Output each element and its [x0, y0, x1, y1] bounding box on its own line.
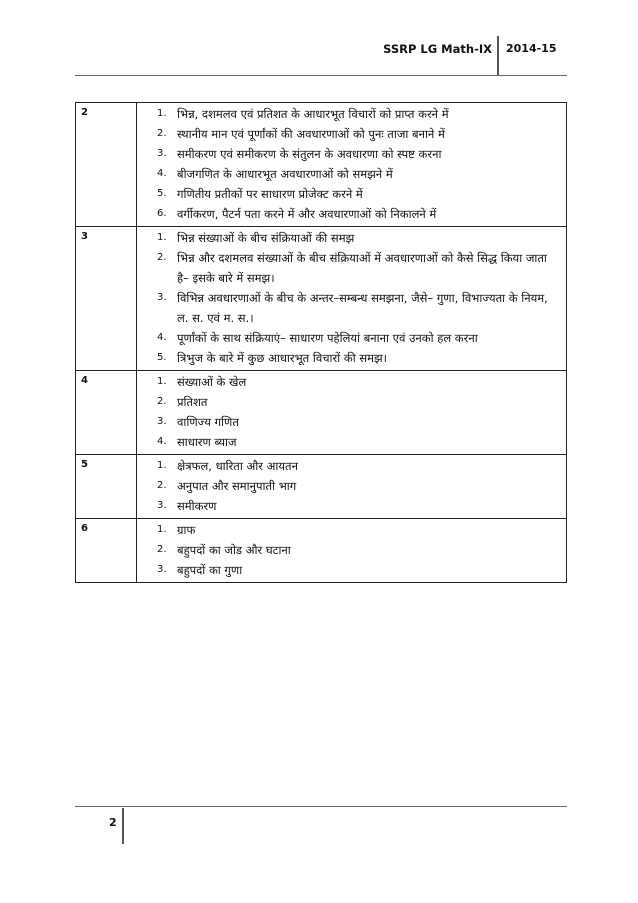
list-item — [157, 372, 560, 392]
list-item-text: पूर्णांकों के साथ संक्रियाएं– साधारण पहेलियां बनाना एवं उनको हल करना — [177, 331, 478, 345]
list-item-number: 2. — [157, 544, 167, 555]
list-item-number: 4. — [157, 332, 167, 343]
list-item-number: 4. — [157, 168, 167, 179]
list-item — [157, 456, 560, 476]
list-item-text: गणितीय प्रतीकों पर साधारण प्रोजेक्ट करने में — [177, 187, 363, 201]
list-item-number: 1. — [157, 108, 167, 119]
list-item-number: 3. — [157, 292, 167, 303]
list-item-text: ग्राफ — [177, 523, 196, 537]
objectives-cell — [137, 371, 567, 455]
list-item — [157, 164, 560, 184]
unit-number: 6 — [76, 519, 137, 583]
header-rule — [75, 75, 567, 76]
objectives-cell — [137, 103, 567, 227]
header-year: 2014-15 — [506, 42, 557, 55]
list-item — [157, 248, 560, 288]
list-item-text: बहुपदों का गुणा — [177, 563, 243, 577]
list-item-number: 4. — [157, 436, 167, 447]
list-item-number: 3. — [157, 500, 167, 511]
list-item-number: 3. — [157, 148, 167, 159]
list-item-text: क्षेत्रफल, धारिता और आयतन — [177, 459, 298, 473]
list-item-text: वर्गीकरण, पैटर्न पता करने में और अवधारणाओं को निकालने में — [177, 207, 437, 221]
list-item-text: प्रतिशत — [177, 395, 208, 409]
unit-number: 5 — [76, 455, 137, 519]
objectives-cell — [137, 227, 567, 371]
list-item — [157, 104, 560, 124]
list-item-number: 2. — [157, 480, 167, 491]
list-item — [157, 520, 560, 540]
list-item — [157, 288, 560, 328]
objective-list — [157, 372, 560, 452]
list-item — [157, 144, 560, 164]
list-item-text: बहुपदों का जोड और घटाना — [177, 543, 291, 557]
header-title: SSRP LG Math-IX — [383, 42, 492, 56]
list-item-number: 5. — [157, 188, 167, 199]
list-item-number: 1. — [157, 460, 167, 471]
table-row — [76, 227, 567, 371]
list-item — [157, 184, 560, 204]
list-item-text: त्रिभुज के बारे में कुछ आधारभूत विचारों की समझ। — [177, 351, 388, 365]
list-item — [157, 204, 560, 224]
objective-list — [157, 456, 560, 516]
list-item-number: 1. — [157, 376, 167, 387]
list-item-number: 3. — [157, 564, 167, 575]
objective-list — [157, 228, 560, 368]
list-item-text: विभिन्न अवधारणाओं के बीच के अन्तर–सम्बन्ध समझना, जैसे– गुणा, विभाज्यता के नियम, ल. स. एवं म. स.। — [177, 291, 548, 325]
list-item-number: 6. — [157, 208, 167, 219]
list-item-number: 1. — [157, 524, 167, 535]
list-item-text: समीकरण एवं समीकरण के संतुलन के अवधारणा को स्पष्ट करना — [177, 147, 442, 161]
table-row — [76, 455, 567, 519]
list-item — [157, 560, 560, 580]
list-item-text: भिन्न, दशमलव एवं प्रतिशत के आधारभूत विचारों को प्राप्त करने में — [177, 107, 449, 121]
objective-list — [157, 104, 560, 224]
objectives-cell — [137, 455, 567, 519]
list-item-number: 2. — [157, 396, 167, 407]
unit-number: 2 — [76, 103, 137, 227]
list-item — [157, 496, 560, 516]
list-item-number: 1. — [157, 232, 167, 243]
list-item — [157, 392, 560, 412]
list-item-text: भिन्न संख्याओं के बीच संक्रियाओं की समझ — [177, 231, 355, 245]
table-row — [76, 371, 567, 455]
list-item-number: 2. — [157, 252, 167, 263]
footer-separator — [122, 808, 124, 844]
list-item-number: 2. — [157, 128, 167, 139]
page-header — [0, 36, 638, 76]
objectives-cell — [137, 519, 567, 583]
list-item-text: संख्याओं के खेल — [177, 375, 247, 389]
page-number: 2 — [109, 816, 117, 829]
list-item — [157, 124, 560, 144]
table-row — [76, 103, 567, 227]
list-item-text: भिन्न और दशमलव संख्याओं के बीच संक्रियाओं में अवधारणाओं को कैसे सिद्ध किया जाता है– इसके बारे में समझ। — [177, 251, 547, 285]
list-item — [157, 412, 560, 432]
list-item-number: 5. — [157, 352, 167, 363]
list-item — [157, 328, 560, 348]
page-footer — [0, 806, 638, 846]
list-item-text: अनुपात और समानुपाती भाग — [177, 479, 297, 493]
list-item-text: स्थानीय मान एवं पूर्णांकों की अवधारणाओं को पुनः ताजा बनाने में — [177, 127, 445, 141]
list-item — [157, 540, 560, 560]
objectives-table — [75, 102, 567, 583]
header-separator — [497, 36, 499, 76]
unit-number: 3 — [76, 227, 137, 371]
table-row — [76, 519, 567, 583]
list-item-number: 3. — [157, 416, 167, 427]
unit-number: 4 — [76, 371, 137, 455]
list-item — [157, 476, 560, 496]
list-item — [157, 348, 560, 368]
list-item — [157, 228, 560, 248]
list-item-text: समीकरण — [177, 499, 217, 513]
list-item-text: वाणिज्य गणित — [177, 415, 239, 429]
list-item — [157, 432, 560, 452]
list-item-text: बीजगणित के आधारभूत अवधारणाओं को समझने में — [177, 167, 393, 181]
objective-list — [157, 520, 560, 580]
list-item-text: साधारण ब्याज — [177, 435, 237, 449]
footer-rule — [75, 806, 567, 807]
